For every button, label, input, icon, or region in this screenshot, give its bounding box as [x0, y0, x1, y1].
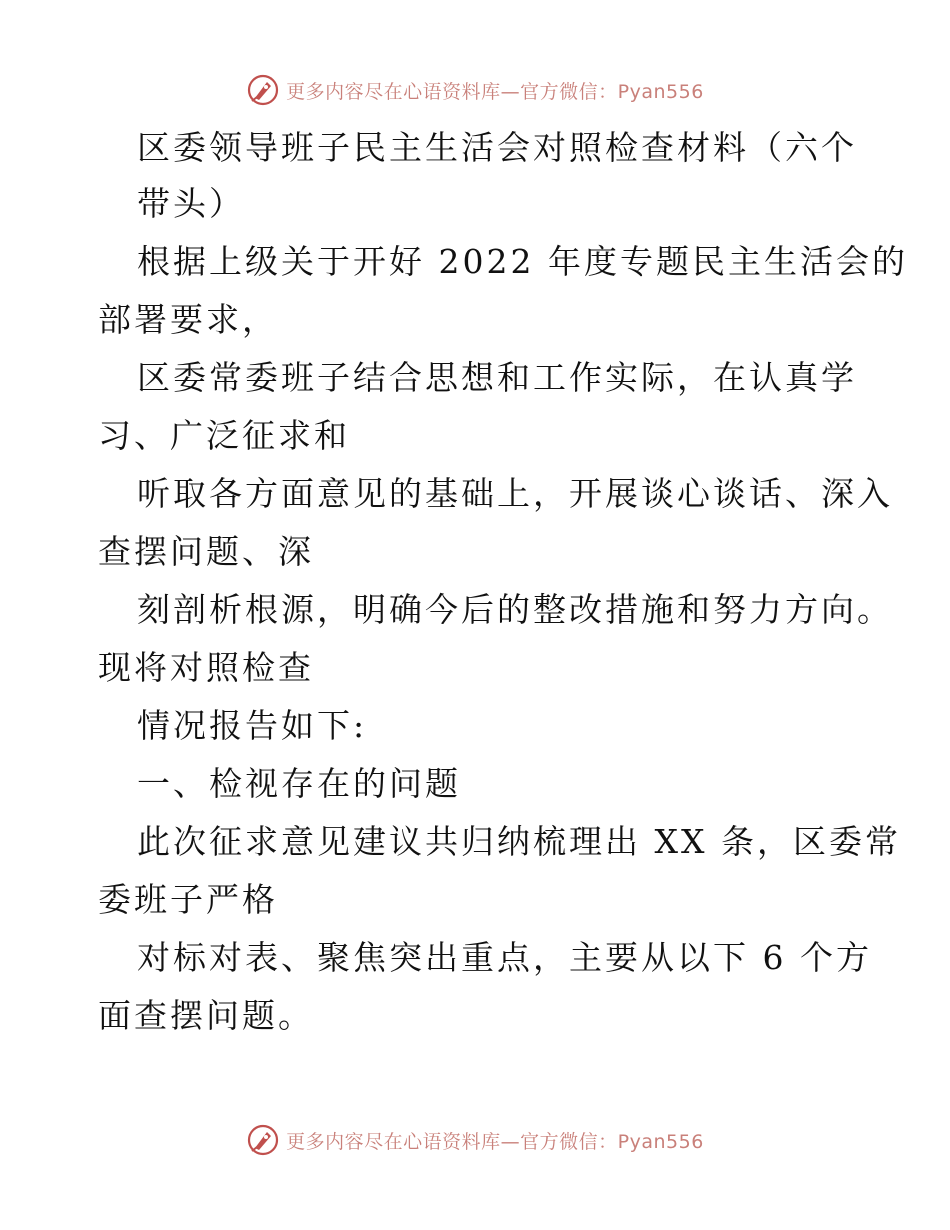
document-line: 部署要求， [98, 300, 278, 339]
pen-nib-logo-icon [246, 1123, 280, 1157]
document-line: 面查摆问题。 [98, 996, 314, 1035]
document-line: 习、广泛征求和 [98, 416, 350, 455]
document-line: 查摆问题、深 [98, 532, 314, 571]
document-line: 区委常委班子结合思想和工作实际，在认真学 [137, 358, 857, 397]
document-line: 委班子严格 [98, 880, 278, 919]
document-line: 现将对照检查 [98, 648, 314, 687]
pen-nib-logo-icon [246, 73, 280, 107]
document-line: 区委领导班子民主生活会对照检查材料（六个 [137, 128, 857, 167]
header-watermark [0, 70, 950, 110]
document-line: 此次征求意见建议共归纳梳理出 XX 条，区委常 [137, 822, 901, 861]
document-line: 情况报告如下: [137, 706, 368, 745]
watermark-text: 更多内容尽在心语资料库—官方微信：Pyan556 [286, 1130, 704, 1153]
footer-watermark [0, 1120, 950, 1160]
document-line: 带头） [137, 184, 245, 223]
document-line: 听取各方面意见的基础上，开展谈心谈话、深入 [137, 474, 893, 513]
section-heading: 一、检视存在的问题 [137, 764, 461, 803]
document-line: 刻剖析根源，明确今后的整改措施和努力方向。 [137, 590, 893, 629]
document-line: 根据上级关于开好 2022 年度专题民主生活会的 [137, 242, 908, 281]
document-line: 对标对表、聚焦突出重点，主要从以下 6 个方 [137, 938, 872, 977]
watermark-text: 更多内容尽在心语资料库—官方微信：Pyan556 [286, 80, 704, 103]
